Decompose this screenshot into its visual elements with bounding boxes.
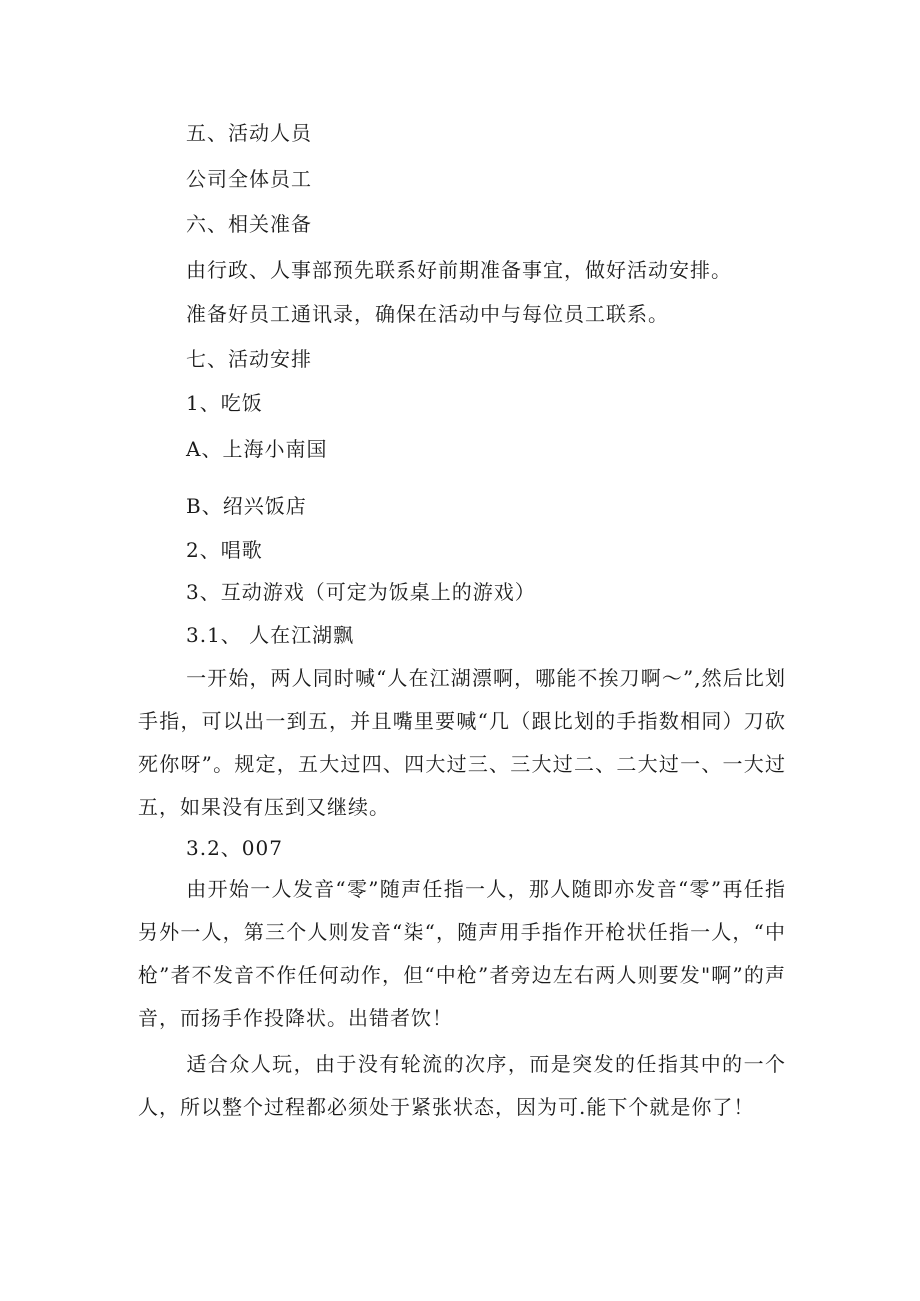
item-b-restaurant: B、绍兴饭店 [186, 494, 307, 518]
section-six-heading: 六、相关准备 [186, 212, 312, 236]
item-2-singing: 2、唱歌 [186, 538, 263, 562]
game-3-1-heading: 3.1、 人在江湖飘 [186, 623, 355, 647]
game-3-2-heading: 3.2、007 [186, 836, 283, 860]
section-seven-heading: 七、活动安排 [186, 347, 312, 371]
section-five-heading: 五、活动人员 [186, 121, 312, 145]
section-six-body-2: 准备好员工通讯录，确保在活动中与每位员工联系。 [186, 302, 669, 326]
game-3-1-text: 一开始，两人同时喊“人在江湖漂啊，哪能不挨刀啊～”,然后比划手指，可以出一到五，并且嘴里要喊“几（跟比划的手指数相同）刀砍死你呀”。规定，五大过四、四大过三、三大过二、二大过一、一大过五，如果没有压到又继续。 [138, 666, 786, 819]
section-six-body-1: 由行政、人事部预先联系好前期准备事宜，做好活动安排。 [186, 258, 732, 282]
game-3-2-text: 由开始一人发音“零”随声任指一人，那人随即亦发音“零”再任指另外一人，第三个人则发音“柒“，随声用手指作开枪状任指一人，“中枪”者不发音不作任何动作，但“中枪”者旁边左右两人则要发"啊”的声音，而扬手作投降状。出错者饮！ [138, 877, 786, 1030]
section-five-body: 公司全体员工 [186, 167, 312, 191]
game-3-2-note [138, 1043, 786, 1129]
game-3-2-note-text: 适合众人玩，由于没有轮流的次序，而是突发的任指其中的一个人，所以整个过程都必须处于紧张状态，因为可.能下个就是你了！ [138, 1052, 786, 1119]
item-1-dining: 1、吃饭 [186, 391, 263, 415]
item-a-restaurant: A、上海小南国 [186, 437, 328, 461]
item-3-games: 3、互动游戏（可定为饭桌上的游戏） [186, 580, 536, 604]
game-3-2-description [138, 868, 786, 1040]
game-3-1-description [138, 657, 786, 829]
